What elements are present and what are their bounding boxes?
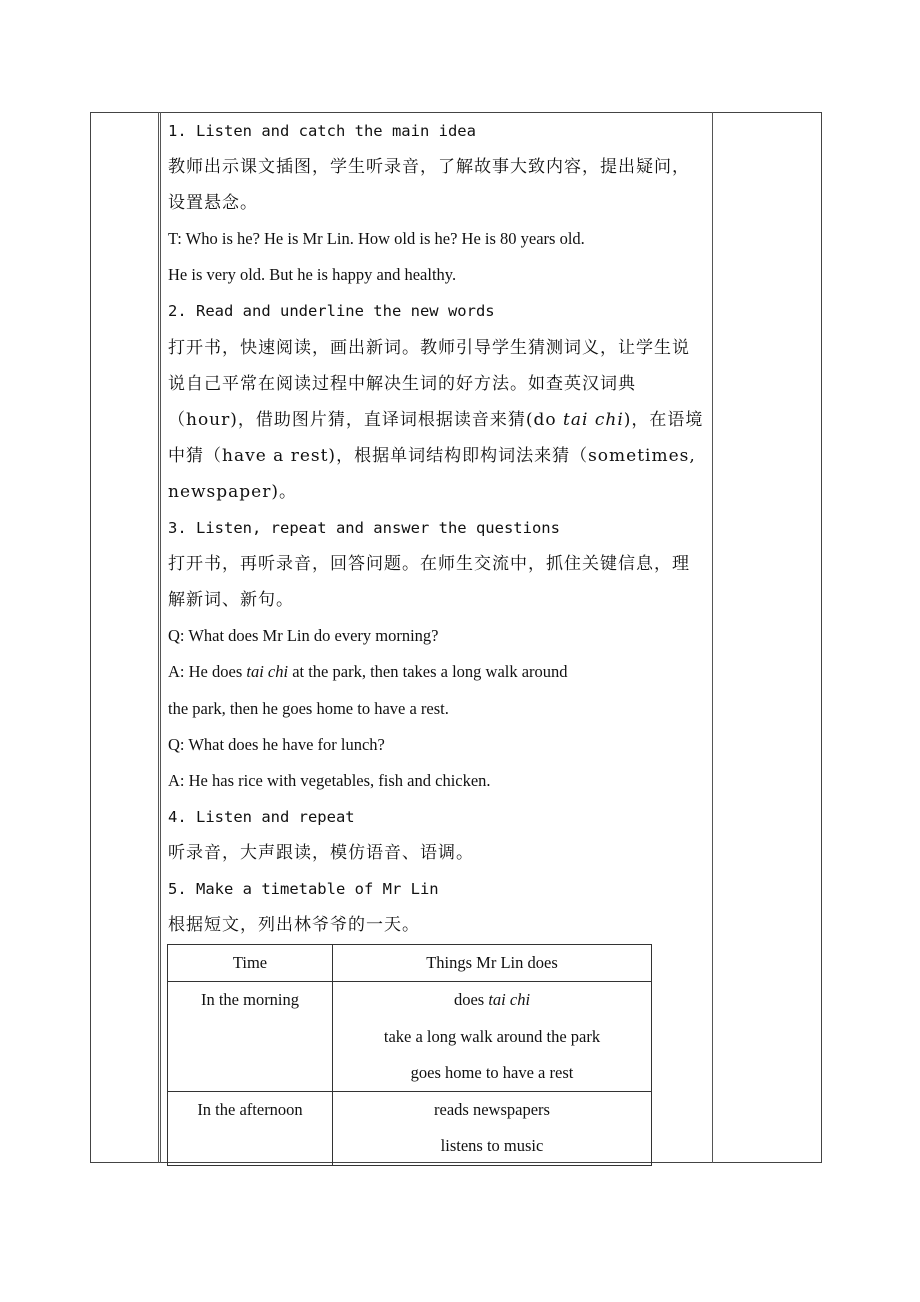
body-line: 听录音，大声跟读，模仿语音、语调。 [168, 842, 474, 863]
italic-term: tai chi [246, 662, 289, 682]
body-line: 中猜（have a rest)，根据单词结构即构词法来猜（sometimes, [168, 445, 696, 466]
text-segment: )，在语境 [623, 409, 704, 430]
section-heading: 1. Listen and catch the main idea [168, 122, 476, 140]
body-line: 说自己平常在阅读过程中解决生词的好方法。如查英汉词典 [168, 373, 636, 394]
timetable [167, 944, 652, 1166]
body-line: 解新词、新句。 [168, 590, 294, 611]
header-time: Time [168, 945, 333, 982]
text-segment: at the park, then takes a long walk around [288, 662, 568, 682]
body-line: A: He has rice with vegetables, fish and chicken. [168, 770, 491, 790]
column-divider [158, 112, 159, 1163]
italic-term: tai chi [563, 409, 624, 430]
section-heading: 5. Make a timetable of Mr Lin [168, 879, 439, 898]
lesson-steps [168, 113, 713, 943]
body-line: Q: What does Mr Lin do every morning? [168, 626, 439, 646]
body-line: 打开书，快速阅读，画出新词。教师引导学生猜测词义，让学生说 [168, 337, 690, 358]
body-line: the park, then he goes home to have a rest. [168, 698, 449, 718]
section-heading: 3. Listen, repeat and answer the questions [168, 519, 560, 538]
header-things: Things Mr Lin does [333, 945, 652, 982]
body-line: 设置悬念。 [168, 193, 258, 214]
section-heading: 4. Listen and repeat [168, 807, 355, 826]
time-cell: In the morning [168, 982, 333, 1092]
body-line: Q: What does he have for lunch? [168, 734, 385, 754]
section-heading: 2. Read and underline the new words [168, 302, 495, 321]
body-line: 打开书，再听录音，回答问题。在师生交流中，抓住关键信息，理 [168, 554, 690, 575]
body-line [168, 654, 713, 690]
body-line: T: Who is he? He is Mr Lin. How old is he? He is 80 years old. [168, 229, 585, 249]
body-line: 教师出示课文插图，学生听录音，了解故事大致内容，提出疑问， [168, 157, 690, 178]
text-segment: A: He does [168, 662, 247, 682]
table-row [168, 1092, 652, 1166]
table-header-row [168, 945, 652, 982]
time-cell: In the afternoon [168, 1092, 333, 1166]
table-row [168, 982, 652, 1092]
text-segment: （hour)，借助图片猜，直译词根据读音来猜(do [168, 409, 564, 430]
things-cell: reads newspapers listens to music [333, 1092, 652, 1166]
body-line [168, 402, 713, 438]
body-line: 根据短文，列出林爷爷的一天。 [168, 915, 420, 936]
body-line: He is very old. But he is happy and healthy. [168, 265, 457, 285]
column-divider [160, 112, 161, 1163]
things-cell: does tai chi take a long walk around the park goes home to have a rest [333, 982, 652, 1092]
body-line: newspaper)。 [168, 481, 298, 502]
